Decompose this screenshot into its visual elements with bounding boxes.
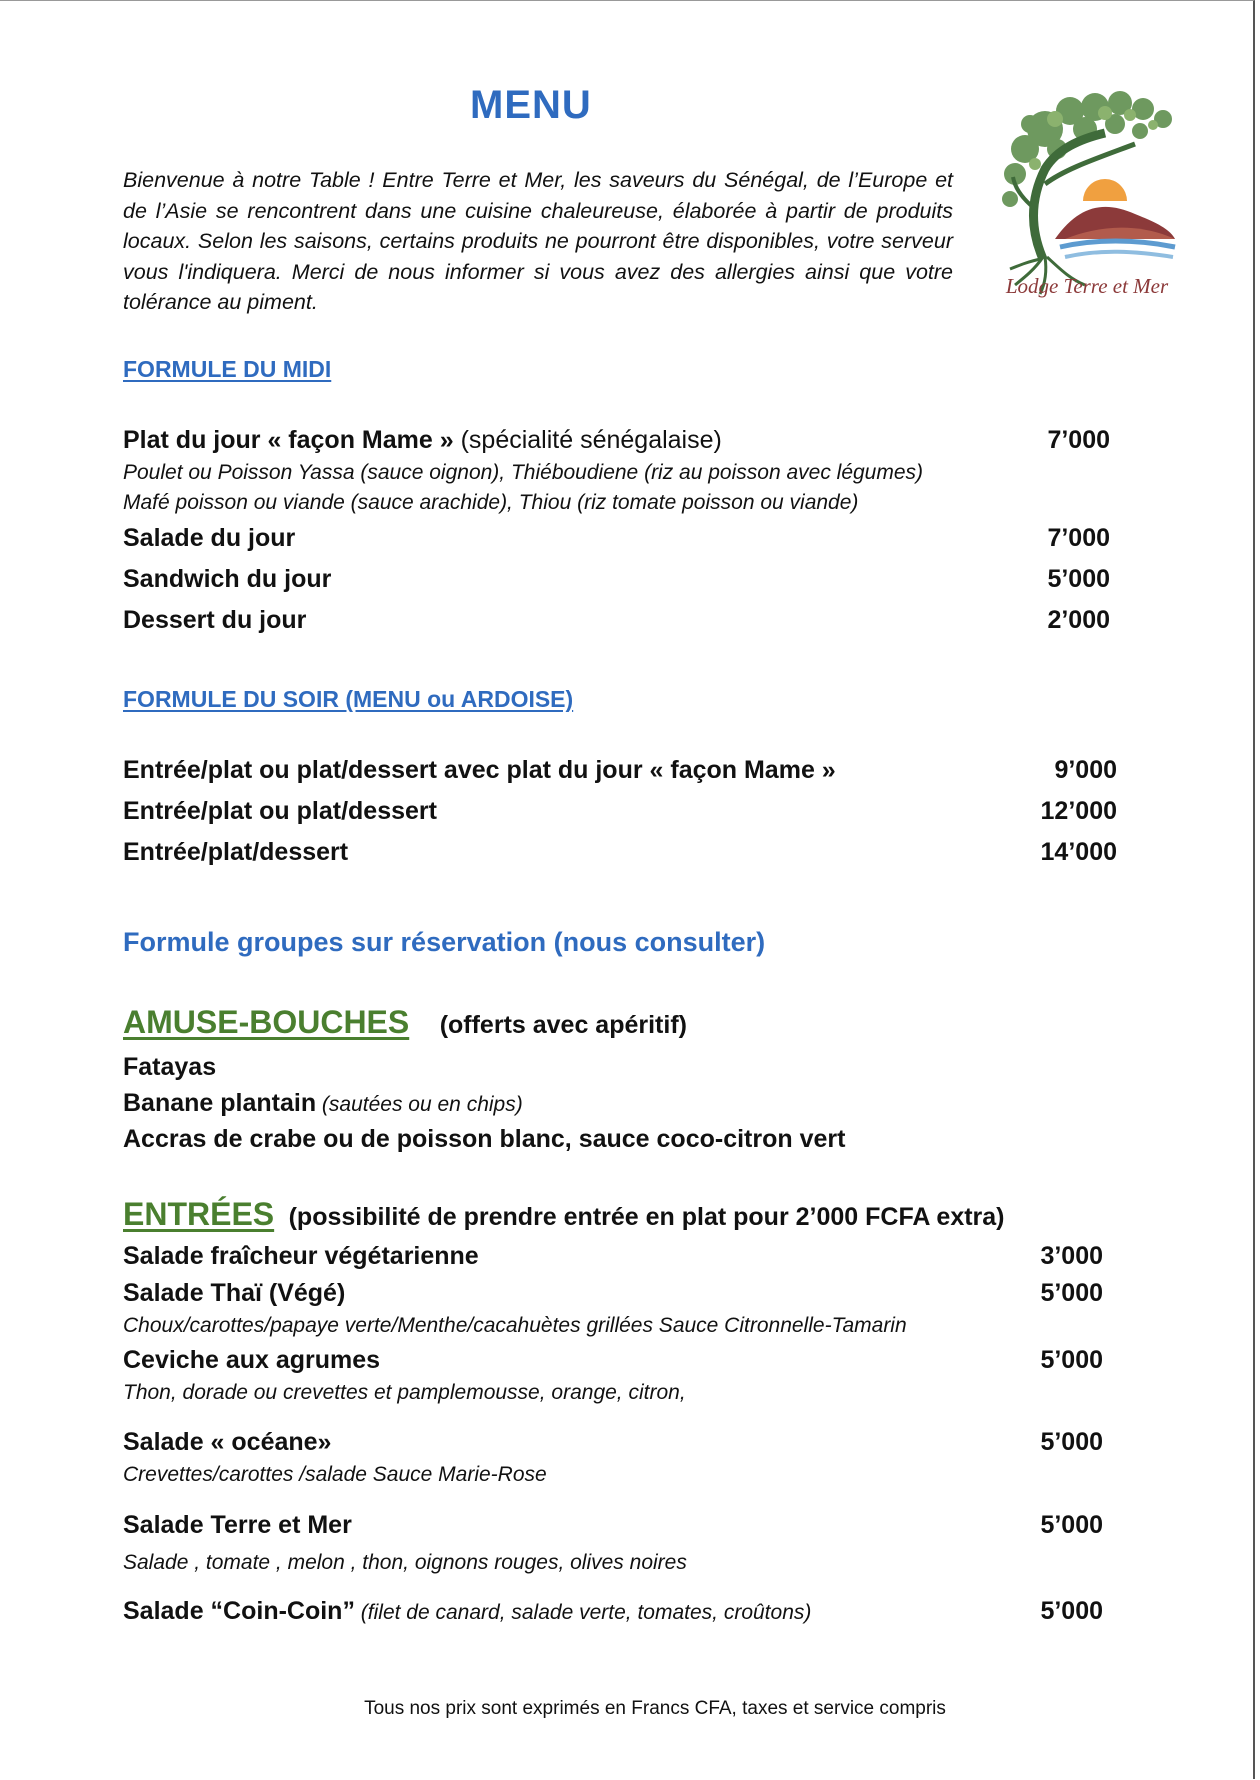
item-name: Banane plantain [123, 1089, 317, 1117]
intro-paragraph: Bienvenue à notre Table ! Entre Terre et Mer, les saveurs du Sénégal, de l’Europe et de l’Asie se rencontrent dans une cuisine chaleureuse, élaborée à partir de produits locaux. Selon les saisons, certains produits ne pourront être disponibles, votre serveur vous l'indiquera. Merci de nous informer si vous avez des allergies ainsi que votre tolérance au piment. [123, 168, 953, 314]
section-title-midi: FORMULE DU MIDI [123, 356, 332, 382]
entree-item [123, 1597, 811, 1626]
amuse-header [123, 1004, 687, 1041]
midi-item-dessert: Dessert du jour [123, 606, 307, 634]
tree-logo-icon [985, 89, 1190, 309]
entree-item: Salade Thaï (Végé) [123, 1279, 346, 1307]
item-description: Crevettes/carottes /salade Sauce Marie-Rose [123, 1463, 547, 1486]
section-title-entrees: ENTRÉES [123, 1196, 275, 1232]
soir-item: Entrée/plat ou plat/dessert avec plat du jour « façon Mame » [123, 756, 836, 784]
price: 3’000 [1040, 1242, 1103, 1270]
item-description: Poulet ou Poisson Yassa (sauce oignon), Thiéboudiene (riz au poisson avec légumes) [123, 461, 924, 484]
midi-item-sandwich: Sandwich du jour [123, 565, 332, 593]
price: 14’000 [1040, 838, 1117, 866]
entrees-header [123, 1196, 1005, 1233]
price: 7’000 [1047, 426, 1110, 454]
price: 5’000 [1047, 565, 1110, 593]
item-description: Salade , tomate , melon , thon, oignons rouges, olives noires [123, 1551, 687, 1574]
price: 5’000 [1040, 1511, 1103, 1539]
soir-item: Entrée/plat/dessert [123, 838, 349, 866]
item-description: Mafé poisson ou viande (sauce arachide), Thiou (riz tomate poisson ou viande) [123, 491, 859, 514]
price: 9’000 [1054, 756, 1117, 784]
price: 5’000 [1040, 1279, 1103, 1307]
entree-item: Salade Terre et Mer [123, 1511, 352, 1539]
amuse-item [123, 1089, 523, 1118]
midi-item-salade: Salade du jour [123, 524, 296, 552]
section-title-soir: FORMULE DU SOIR (MENU ou ARDOISE) [123, 686, 574, 712]
lodge-logo [985, 89, 1190, 309]
price: 2’000 [1047, 606, 1110, 634]
page-title: MENU [470, 83, 592, 127]
item-name: Salade “Coin-Coin” [123, 1597, 355, 1625]
item-suffix: (spécialité sénégalaise) [453, 426, 722, 454]
item-name: Plat du jour « façon Mame » [123, 426, 454, 454]
item-suffix: (filet de canard, salade verte, tomates, croûtons) [354, 1601, 812, 1624]
item-description: Thon, dorade ou crevettes et pamplemousse, orange, citron, [123, 1381, 686, 1404]
amuse-item: Accras de crabe ou de poisson blanc, sauce coco-citron vert [123, 1125, 846, 1153]
item-suffix: (sautées ou en chips) [316, 1093, 523, 1116]
soir-item: Entrée/plat ou plat/dessert [123, 797, 437, 825]
logo-text: Lodge Terre et Mer [1005, 274, 1169, 298]
price: 7’000 [1047, 524, 1110, 552]
footer-note: Tous nos prix sont exprimés en Francs CFA, taxes et service compris [364, 1698, 946, 1719]
midi-item-plat-du-jour [123, 426, 722, 455]
amuse-item: Fatayas [123, 1053, 217, 1081]
section-note: (possibilité de prendre entrée en plat pour 2’000 FCFA extra) [288, 1203, 1005, 1231]
entree-item: Salade fraîcheur végétarienne [123, 1242, 479, 1270]
section-note: (offerts avec apéritif) [439, 1011, 687, 1039]
section-title-groupes: Formule groupes sur réservation (nous consulter) [123, 927, 766, 957]
price: 5’000 [1040, 1428, 1103, 1456]
entree-item: Salade « océane» [123, 1428, 332, 1456]
price: 5’000 [1040, 1346, 1103, 1374]
item-description: Choux/carottes/papaye verte/Menthe/cacahuètes grillées Sauce Citronnelle-Tamarin [123, 1314, 907, 1337]
entree-item: Ceviche aux agrumes [123, 1346, 381, 1374]
section-title-amuse: AMUSE-BOUCHES [123, 1004, 410, 1040]
price: 12’000 [1040, 797, 1117, 825]
price: 5’000 [1040, 1597, 1103, 1625]
